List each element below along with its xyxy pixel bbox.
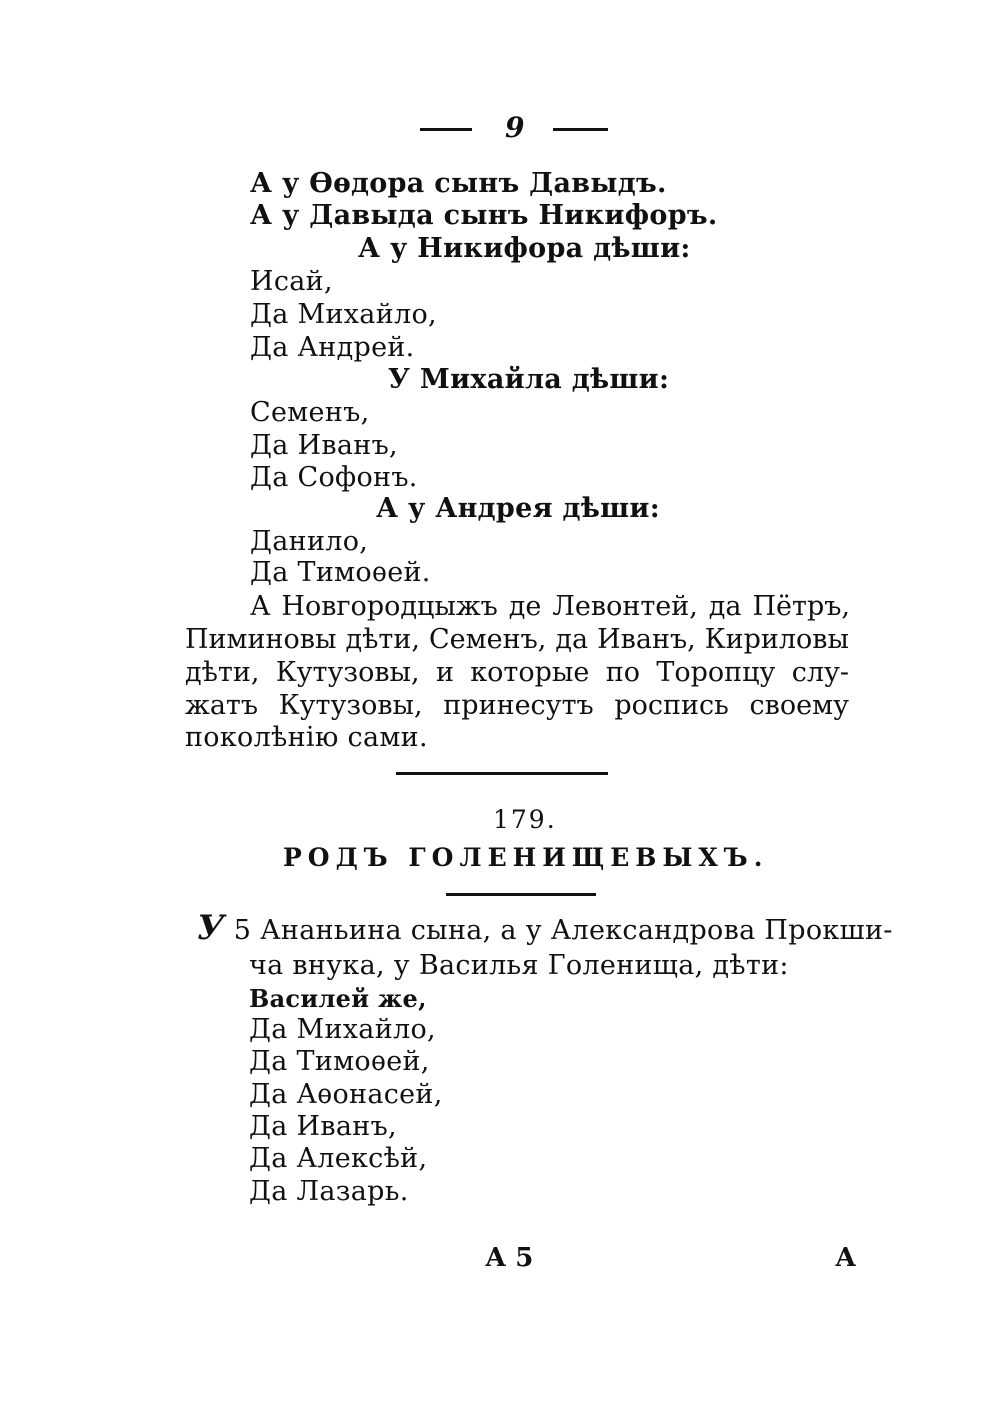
catchword: А <box>835 1243 857 1273</box>
paragraph-line: поколѣнію сами. <box>185 722 428 753</box>
child-item: Василей же, <box>249 984 427 1013</box>
header-dash-right <box>553 128 608 131</box>
section-divider <box>396 772 608 775</box>
title-underline <box>446 893 596 896</box>
intro-line: ча внука, у Василья Голенища, дѣти: <box>249 950 789 981</box>
child-item: Да Алексѣй, <box>249 1143 428 1174</box>
intro-line <box>197 908 893 948</box>
text-line: Да Тимоѳей. <box>250 557 431 588</box>
subheading-line: А у Никифора дѣши: <box>358 233 691 264</box>
text-line: Данило, <box>250 526 369 557</box>
section-title: РОДЪ ГОЛЕНИЩЕВЫХЪ. <box>283 843 769 872</box>
section-number: 179. <box>493 805 557 834</box>
text-line: А у Өѳдора сынъ Давыдъ. <box>250 168 667 199</box>
text-line: Исай, <box>250 266 333 297</box>
subheading-line: А у Андрея дѣши: <box>376 493 661 524</box>
paragraph-line: А Новгородцыжъ де Левонтей, да Пётръ, <box>250 591 850 622</box>
text-line: А у Давыда сынъ Никифоръ. <box>250 200 718 231</box>
drop-initial: У <box>197 908 225 948</box>
intro-text: 5 Ананьина сына, а у Александрова Прокши- <box>233 915 893 946</box>
header-dash-left <box>420 128 472 131</box>
text-line: Да Андрей. <box>250 332 415 363</box>
paragraph-line: жатъ Кутузовы, принесутъ роспись своему <box>185 690 849 721</box>
child-item: Да Лазарь. <box>249 1176 409 1207</box>
child-item: Да Аѳонасей, <box>249 1079 443 1110</box>
subheading-line: У Михайла дѣши: <box>388 364 670 395</box>
text-line: Да Иванъ, <box>250 430 398 461</box>
text-line: Да Михайло, <box>250 299 437 330</box>
paragraph-line: Пиминовы дѣти, Семенъ, да Иванъ, Кириловы <box>185 624 849 655</box>
child-item: Да Михайло, <box>249 1014 436 1045</box>
paragraph-line: дѣти, Кутузовы, и которые по Торопцу слу- <box>185 657 849 688</box>
text-line: Да Софонъ. <box>250 462 418 493</box>
signature-mark: А 5 <box>485 1243 534 1273</box>
child-item: Да Тимоѳей, <box>249 1046 430 1077</box>
child-item: Да Иванъ, <box>249 1111 397 1142</box>
text-line: Семенъ, <box>250 397 370 428</box>
page-number: 9 <box>505 111 525 144</box>
